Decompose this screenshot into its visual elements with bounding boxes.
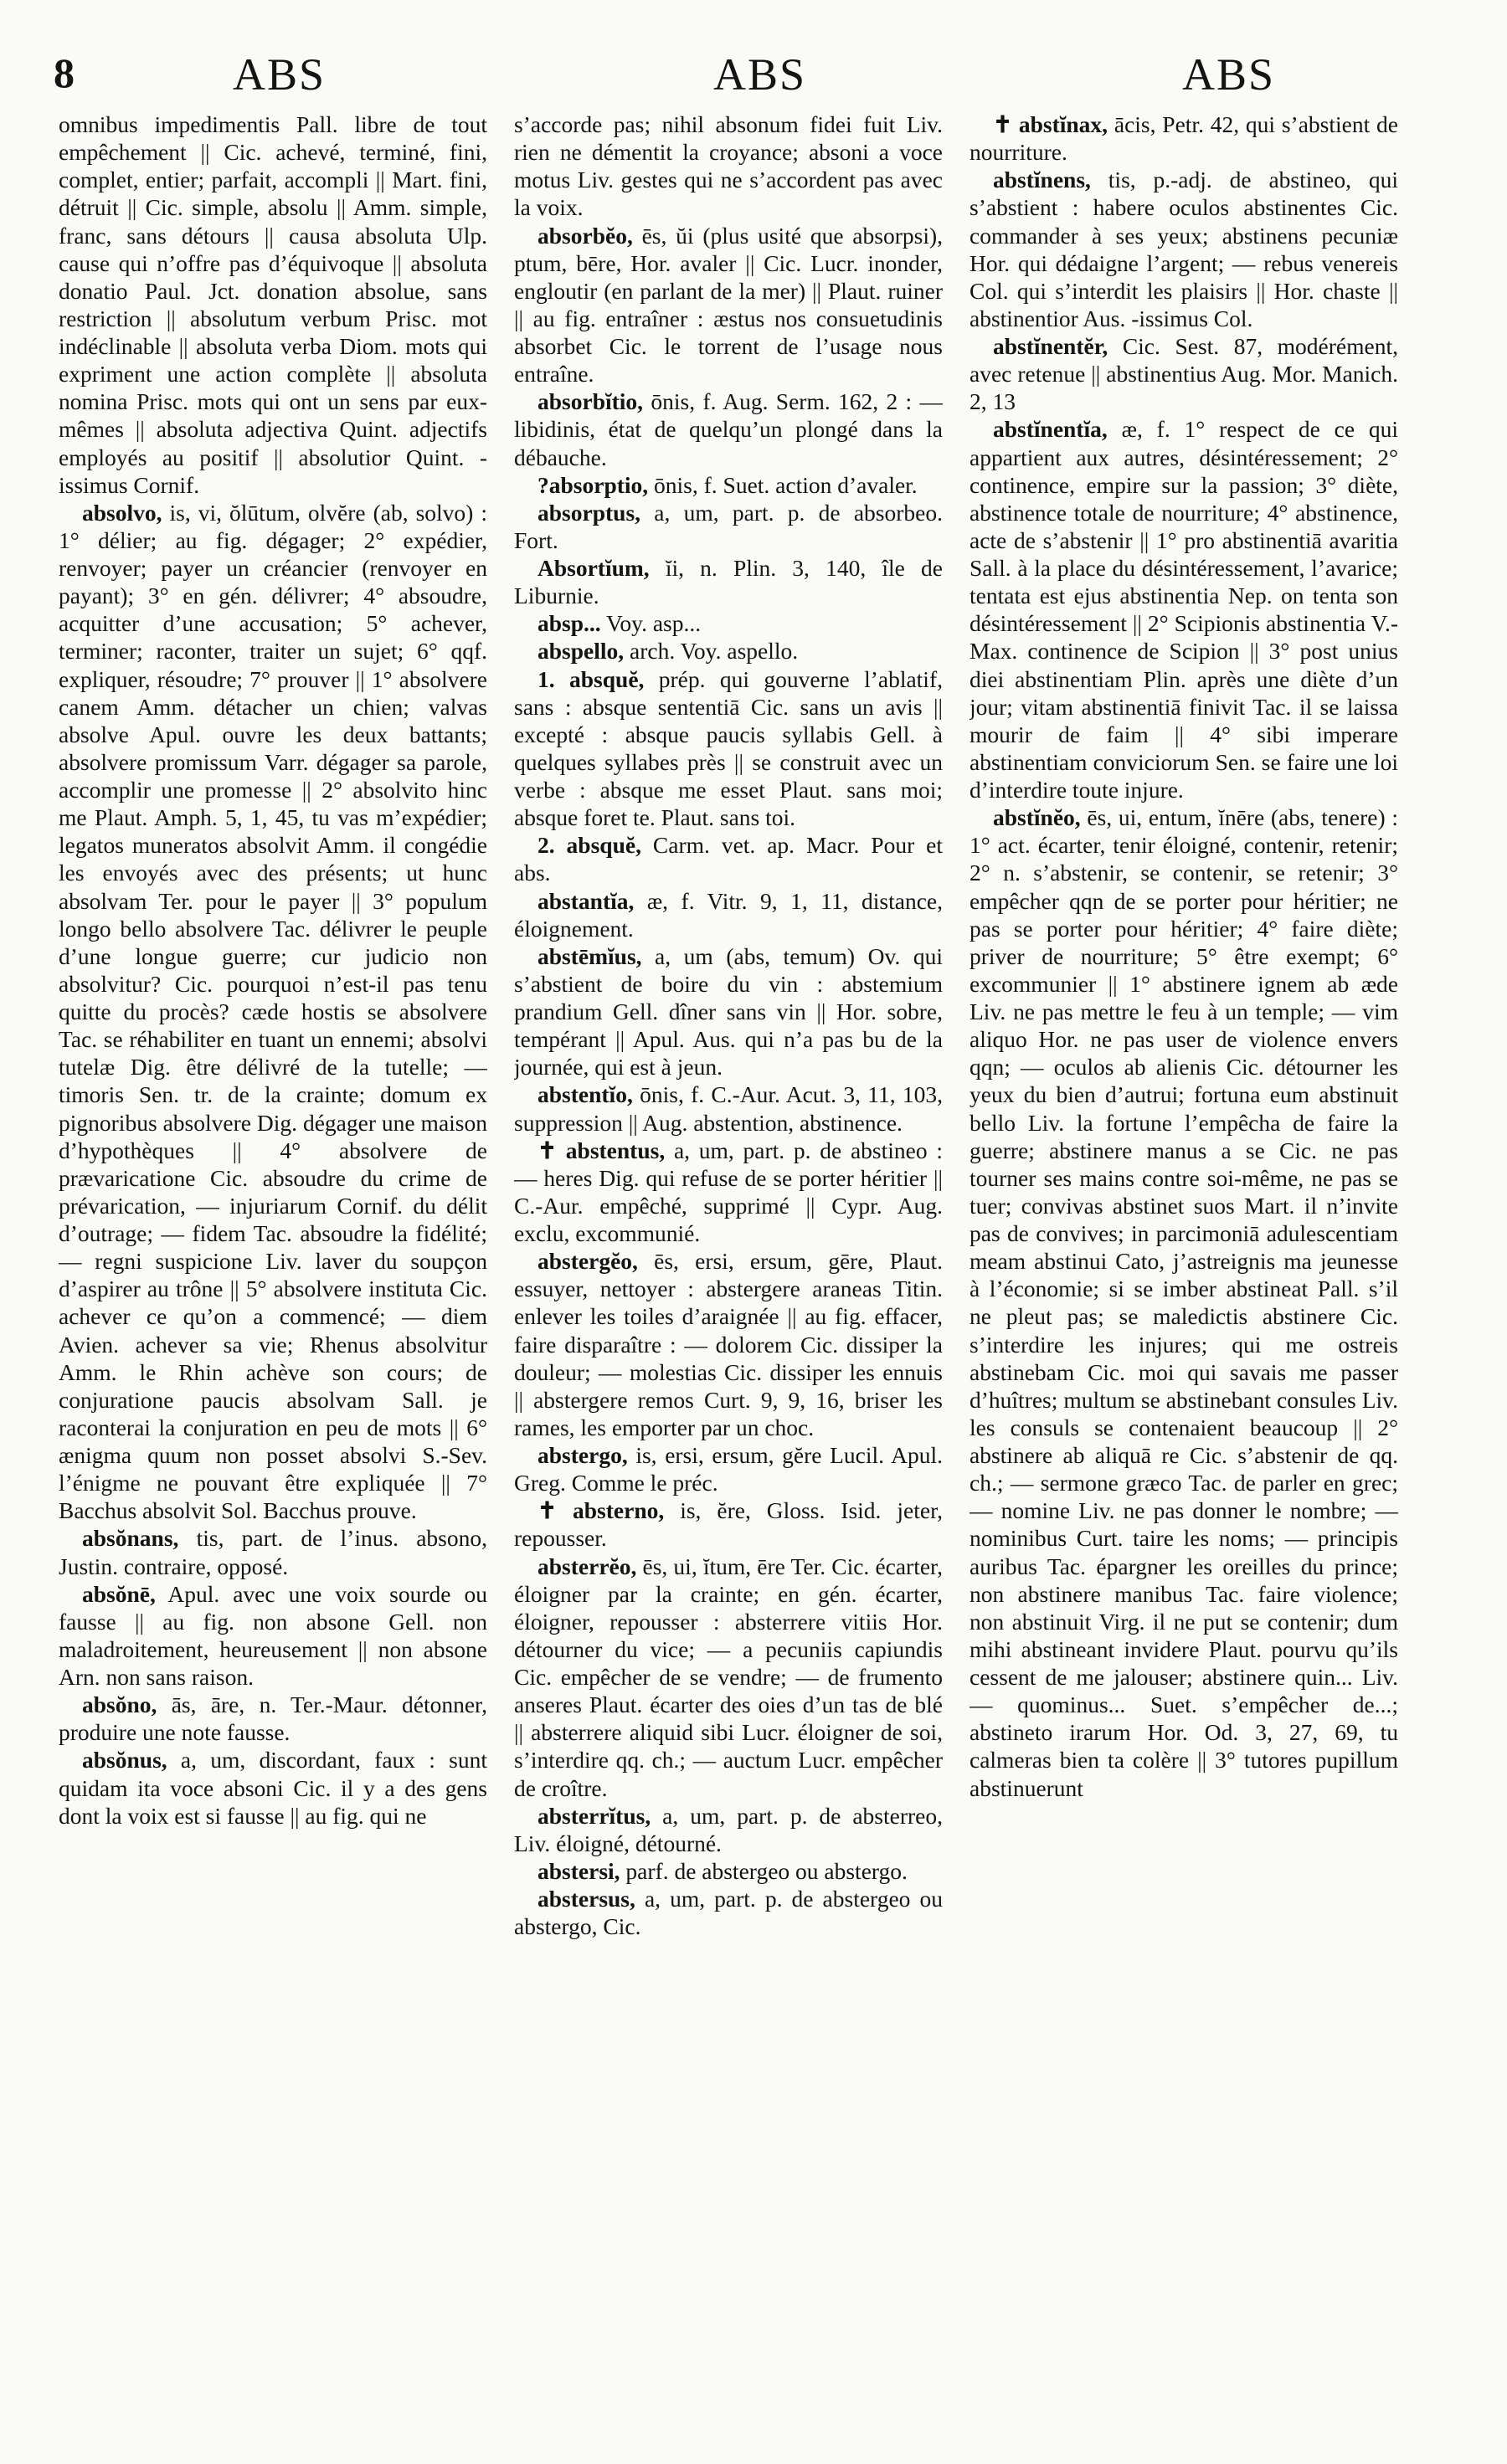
dictionary-entry — [514, 554, 943, 609]
dictionary-entry — [970, 110, 1398, 166]
dictionary-entry — [514, 887, 943, 942]
entry-definition: ēs, ŭi (plus usité que absorpsi), ptum, bēre, Hor. avaler || Cic. Lucr. inonder, engloutir (en parlant de la mer) || Plaut. ruiner || au fig. entraîner : æstus nos consuetudinis absorbet Cic. le torrent de l’usage nous entraîne. — [514, 222, 943, 388]
dictionary-entry — [514, 1885, 943, 1940]
page-header — [50, 49, 1465, 107]
entry-headword: 2. absquĕ, — [537, 832, 641, 859]
dictionary-entry — [970, 415, 1398, 803]
dictionary-entry — [514, 831, 943, 886]
dictionary-entry — [514, 388, 943, 470]
entry-definition: omnibus impedimentis Pall. libre de tout empêchement || Cic. achevé, terminé, fini, complet, entier; parfait, accompli || Mart. fini, détruit || Cic. simple, absolu || Amm. simple, franc, sans détours || causa absoluta Ulp. cause qui n’offre pas d’équivoque || absoluta donatio Paul. Jct. donation absolue, sans restriction || absolutum verbum Prisc. mot indéclinable || absoluta verba Diom. mots qui expriment une action complète || absoluta nomina Prisc. mots qui ont un sens par eux-mêmes || absoluta adjectiva Quint. adjectifs employés au positif || absolutior Quint. -issimus Cornif. — [59, 111, 487, 498]
entry-headword: absp... — [537, 610, 601, 637]
dictionary-entry — [970, 332, 1398, 415]
entry-definition: a, um, part. p. de abstineo : — heres Dig. qui refuse de se porter héritier || C.-Aur. empêché, supprimé || Cypr. Aug. exclu, excommunié. — [514, 1137, 943, 1246]
entry-definition: a, um, part. p. de abstergeo ou abstergo, Cic. — [514, 1886, 943, 1940]
entry-definition: æ, f. Vitr. 9, 1, 11, distance, éloignement. — [514, 887, 943, 942]
entry-definition: ācis, Petr. 42, qui s’abstient de nourriture. — [970, 111, 1398, 166]
entry-definition: ōnis, f. Aug. Serm. 162, 2 : — libidinis, état de quelqu’un plongé dans la débauche. — [514, 388, 943, 470]
entry-headword: abstersus, — [537, 1886, 635, 1912]
entry-headword: abstergĕo, — [537, 1248, 638, 1275]
entry-definition: s’accorde pas; nihil absonum fidei fuit Liv. rien ne démentit la croyance; absoni a voce motus Liv. gestes qui ne s’accordent pas avec la voix. — [514, 111, 943, 221]
entry-headword: ✝ absterno, — [537, 1497, 665, 1524]
dictionary-entry — [514, 1553, 943, 1802]
entry-headword: absŏnē, — [82, 1580, 156, 1607]
entry-definition: Carm. vet. ap. Macr. Pour et abs. — [514, 832, 943, 886]
entry-definition: a, um, discordant, faux : sunt quidam ita voce absoni Cic. il y a des gens dont la voix est si fausse || au fig. qui ne — [59, 1747, 487, 1829]
dictionary-entry — [514, 942, 943, 1081]
entry-definition: parf. de abstergeo ou abstergo. — [620, 1857, 908, 1884]
dictionary-entry — [59, 499, 487, 1525]
entry-continuation — [59, 110, 487, 499]
entry-headword: abstĭnentĕr, — [993, 333, 1108, 359]
entry-definition: arch. Voy. aspello. — [624, 638, 799, 665]
entry-headword: abstersi, — [537, 1857, 620, 1884]
entry-definition: is, ersi, ersum, gĕre Lucil. Apul. Greg. Comme le préc. — [514, 1442, 943, 1496]
dictionary-entry — [514, 665, 943, 832]
entry-headword: abstergo, — [537, 1442, 628, 1468]
dictionary-entry — [970, 166, 1398, 332]
entry-headword: absŏno, — [82, 1691, 157, 1718]
running-head-center: ABS — [713, 49, 807, 100]
entry-definition: Cic. Sest. 87, modérément, avec retenue || abstinentius Aug. Mor. Manich. 2, 13 — [970, 333, 1398, 415]
entry-definition: ēs, ui, entum, ĭnēre (abs, tenere) : 1° act. écarter, tenir éloigné, contenir, retenir; 2° n. s’abstenir, se contenir, se retenir; 3° empêcher qqn de se porter pour héritier; ne pas se porter pour héritier; 4° faire diète; priver de nourriture; 5° être exempt; 6° excommunier || 1° abstinere ignem ab æde Liv. ne pas mettre le feu à un temple; — vim aliquo Hor. ne pas user de violence envers qqn; — oculos ab alienis Cic. détourner les yeux du bien d’autrui; fortuna eum abstinuit bello Liv. la fortune l’empêcha de faire la guerre; abstinere manus a se Cic. ne pas tourner ses mains contre soi-même, ne pas se tuer; convivas abstinet suos Mart. il n’invite pas de convives; in parcimoniā adulescentiam meam abstinui Cato, j’astreignis ma jeunesse à l’économie; si se imber abstineat Pall. s’il ne pleut pas; se maledictis abstinere Cic. s’interdire les injures; qui me ostreis abstinebam Cic. moi qui savais me passer d’huîtres; multum se abstinebant consules Liv. les consuls se contenaient beaucoup || 2° abstinere ab aliquā re Cic. s’abstenir de qq. ch.; — sermone græco Tac. de parler en grec; — nomine Liv. ne pas donner le nombre; — nominibus Curt. taire les noms; — principis auribus Tac. épargner les oreilles du prince; non abstinere manibus Tac. faire violence; non abstinuit Virg. il ne put se contenir; dum mihi abstineant invidere Plaut. pourvu qu’ils cessent de me jalouser; abstinere quin... Liv. — quominus... Suet. s’empêcher de...; abstineto irarum Hor. Od. 3, 27, 69, tu calmeras bien ta colère || 3° tutores pupillum abstinuerunt — [970, 804, 1398, 1801]
entry-headword: abstĭnĕo, — [993, 804, 1081, 831]
entry-definition: ēs, ui, ĭtum, ēre Ter. Cic. écarter, éloigner par la crainte; en gén. écarter, éloigner, repousser : absterrere vitiis Hor. détourner du vice; — a pecuniis capiundis Cic. empêcher de se vendre; — de frumento anseres Plaut. écarter des oies d’un tas de blé || absterrere aliquid sibi Lucr. éloigner de soi, s’interdire qq. ch.; — auctum Lucr. empêcher de croître. — [514, 1553, 943, 1801]
entry-headword: ✝ abstĭnax, — [993, 111, 1108, 137]
dictionary-entry — [514, 1857, 943, 1885]
entry-definition: a, um (abs, temum) Ov. qui s’abstient de boire du vin : abstemium prandium Gell. dîner sans vin || Hor. sobre, tempérant || Apul. Aus. qui n’a pas bu de la journée, qui est à jeun. — [514, 942, 943, 1081]
entry-definition: Voy. asp... — [600, 610, 702, 637]
entry-headword: absŏnus, — [82, 1747, 167, 1774]
page-number: 8 — [54, 49, 75, 96]
entry-definition: prép. qui gouverne l’ablatif, sans : absque sententiā Cic. sans un avis || excepté : absque paucis syllabis Gell. à quelques syllabes près || se construit avec un verbe : absque me esset Plaut. sans moi; absque foret te. Plaut. sans toi. — [514, 665, 943, 831]
column-left — [59, 110, 487, 2420]
running-head-left: ABS — [233, 49, 327, 100]
entry-headword: absterrĕo, — [537, 1553, 637, 1579]
entry-headword: abspello, — [537, 638, 625, 665]
entry-headword: Absortĭum, — [537, 555, 650, 581]
dictionary-entry — [514, 1137, 943, 1248]
entry-headword: absorbĭtio, — [537, 388, 644, 415]
dictionary-entry — [514, 499, 943, 554]
dictionary-columns — [59, 110, 1398, 2420]
entry-headword: absorbĕo, — [537, 222, 633, 249]
running-head-right: ABS — [1182, 49, 1276, 100]
dictionary-entry — [514, 1496, 943, 1552]
dictionary-entry — [514, 471, 943, 499]
entry-headword: abstēmĭus, — [537, 942, 642, 969]
entry-definition: ōnis, f. C.-Aur. Acut. 3, 11, 103, suppression || Aug. abstention, abstinence. — [514, 1081, 943, 1136]
dictionary-entry — [59, 1691, 487, 1746]
dictionary-entry — [59, 1746, 487, 1829]
entry-definition: ĭi, n. Plin. 3, 140, île de Liburnie. — [514, 555, 943, 609]
dictionary-entry — [970, 803, 1398, 1802]
entry-definition: ēs, ersi, ersum, gēre, Plaut. essuyer, nettoyer : abstergere araneas Titin. enlever les toiles d’araignée || au fig. effacer, faire disparaître : — dolorem Cic. dissiper la douleur; — molestias Cic. dissiper les ennuis || abstergere remos Curt. 9, 9, 16, briser les rames, les emporter par un choc. — [514, 1248, 943, 1440]
dictionary-entry — [59, 1580, 487, 1691]
dictionary-entry — [514, 1802, 943, 1857]
entry-headword: absterrĭtus, — [537, 1802, 651, 1829]
entry-headword: abstentĭo, — [537, 1081, 633, 1108]
dictionary-entry — [514, 1247, 943, 1441]
entry-headword: abstĭnentĭa, — [993, 416, 1108, 443]
dictionary-entry — [514, 222, 943, 388]
column-right — [970, 110, 1398, 2420]
entry-definition: a, um, part. p. de absorbeo. Fort. — [514, 499, 943, 553]
entry-definition: Apul. avec une voix sourde ou fausse || au fig. non absone Gell. non maladroitement, heureusement || non absone Arn. non sans raison. — [59, 1580, 487, 1690]
entry-headword: abstantĭa, — [537, 887, 635, 914]
entry-headword: ✝ abstentus, — [537, 1137, 666, 1163]
dictionary-entry — [514, 609, 943, 637]
dictionary-entry — [59, 1524, 487, 1579]
entry-definition: is, ĕre, Gloss. Isid. jeter, repousser. — [514, 1497, 943, 1552]
entry-headword: absolvo, — [82, 499, 162, 526]
entry-headword: absorptus, — [537, 499, 641, 526]
entry-headword: absŏnans, — [82, 1525, 179, 1552]
entry-definition: ōnis, f. Suet. action d’avaler. — [648, 471, 918, 498]
dictionary-entry — [514, 1081, 943, 1136]
entry-continuation — [514, 110, 943, 222]
entry-definition: tis, p.-adj. de abstineo, qui s’abstient : habere oculos abstinentes Cic. commander à ses yeux; abstinens pecuniæ Hor. qui dédaigne l’argent; — rebus venereis Col. qui s’interdit les plaisirs || Hor. chaste || abstinentior Aus. -issimus Col. — [970, 167, 1398, 331]
entry-definition: is, vi, ŏlūtum, olvĕre (ab, solvo) : 1° délier; au fig. dégager; 2° expédier, renvoyer; payer un créancier (renvoyer en payant); 3° en gén. délivrer; 4° absoudre, acquitter d’une accusation; 5° achever, terminer; raconter, traiter un sujet; 6° qqf. expliquer, résoudre; 7° prouver || 1° absolvere canem Amm. détacher un chien; valvas absolve Apul. ouvre les deux battants; absolvere promissum Varr. dégager sa parole, accomplir une promesse || 2° absolvito hinc me Plaut. Amph. 5, 1, 45, tu vas m’expédier; legatos muneratos absolvit Amm. il congédie les envoyés avec des présents; ut hunc absolvam Ter. pour le payer || 3° populum longo bello absolvere Tac. délivrer le peuple d’une longue guerre; cur judicio non absolvitur? Cic. pourquoi n’est-il pas tenu quitte du procès? cæde hostis se absolvere Tac. se réhabiliter en tuant un ennemi; absolvi tutelæ Dig. être délivré de la tutelle; — timoris Sen. tr. de la crainte; domum ex pignoribus absolvere Dig. dégager une maison d’hypothèques || 4° absolvere de prævaricatione Cic. absoudre du crime de prévarication, — injuriarum Cornif. du délit d’outrage; — fidem Tac. absoudre la fidélité; — regni suspicione Liv. laver du soupçon d’aspirer au trône || 5° absolvere instituta Cic. achever ce qu’on a commencé; — diem Avien. achever sa vie; Rhenus absolvitur Amm. le Rhin achève son cours; de conjuratione paucis absolvam Sall. je raconterai la conjuration en peu de mots || 6° ænigma quum non posset absolvi S.-Sev. l’énigme ne pouvant être expliquée || 7° Bacchus absolvit Sol. Bacchus prouve. — [59, 499, 487, 1524]
entry-definition: æ, f. 1° respect de ce qui appartient aux autres, désintéressement; 2° continence, empire sur la passion; 3° diète, abstinence totale de nourriture; 4° abstinence, acte de s’abstenir || 1° pro abstinentiā avaritia Sall. à la place du désintéressement, l’avarice; tentata est ejus abstinentia Nep. on tenta son désintéressement || 2° Scipionis abstinentia V.-Max. continence de Scipion || 3° post unius diei abstinentiam Plin. après une diète d’un jour; vitam abstinentiā finivit Tac. il se laissa mourir de faim || 4° sibi imperare abstinentiam conviciorum Sen. se faire une loi d’interdire toute injure. — [970, 416, 1398, 803]
entry-headword: ?absorptio, — [537, 471, 649, 498]
entry-definition: a, um, part. p. de absterreo, Liv. éloigné, détourné. — [514, 1802, 943, 1856]
entry-headword: abstĭnens, — [993, 167, 1091, 193]
entry-headword: 1. absquĕ, — [537, 665, 645, 692]
dictionary-entry — [514, 1441, 943, 1496]
column-middle — [514, 110, 943, 2420]
dictionary-entry — [514, 637, 943, 665]
entry-definition: tis, part. de l’inus. absono, Justin. contraire, opposé. — [59, 1525, 487, 1579]
entry-definition: ās, āre, n. Ter.-Maur. détonner, produire une note fausse. — [59, 1691, 487, 1746]
